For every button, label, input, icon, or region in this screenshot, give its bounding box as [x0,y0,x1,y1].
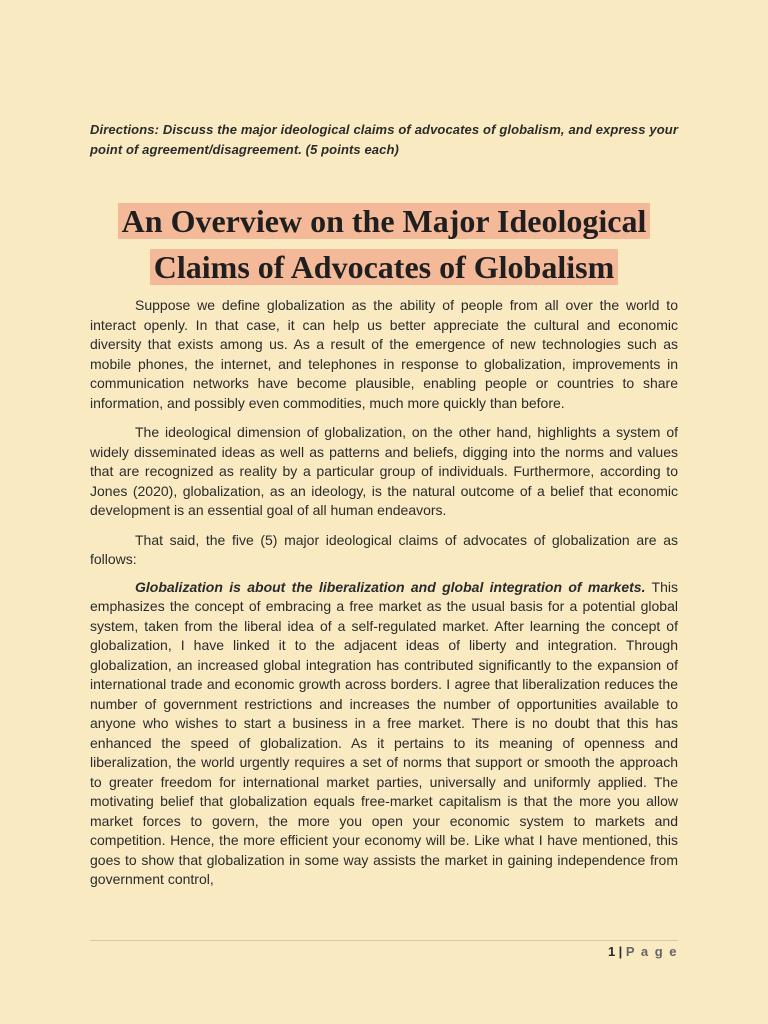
paragraph-3: That said, the five (5) major ideological claims of advocates of globalization are as follows: [90,531,678,567]
claim-1-paragraph [90,578,678,890]
body-text [90,296,678,900]
page-title [80,198,688,290]
directions-text: Directions: Discuss the major ideological claims of advocates of globalism, and express your point of agreement/disagreement. (5 points each) [90,122,678,157]
paragraph-2: The ideological dimension of globalization, on the other hand, highlights a system of widely disseminated ideas as well as patterns and beliefs, digging into the norms and values that are recognized as reality by a particular group of individuals. Furthermore, according to Jones (2020), globalization, as an ideology, is the natural outcome of a belief that economic development is an essential goal of all human endeavors. [90,424,678,518]
page-label: P a g e [625,944,678,959]
claim-1-heading: Globalization is about the liberalization and global integration of markets. [135,578,646,595]
paragraph-1: Suppose we define globalization as the ability of people from all over the world to interact openly. In that case, it can help us better appreciate the cultural and economic diversity that exists among us. As a result of the emergence of new technologies such as mobile phones, the internet, and telephones in response to globalization, improvements in communication networks have become plausible, enabling people or countries to share information, and possibly even commodities, much more quickly than before. [90,297,678,411]
page-footer [90,944,678,959]
claim-1-body: This emphasizes the concept of embracing a free market as the usual basis for a potential global system, taken from the liberal idea of a self-regulated market. After learning the concept of globalization, I have linked it to the adjacent ideas of liberty and integration. Through globalization, an increased global integration has contributed significantly to the expansion of international trade and economic growth across borders. I agree that liberalization reduces the number of government restrictions and increases the number of opportunities available to anyone who wishes to start a business in a free market. There is no doubt that this has enhanced the speed of globalization. As it pertains to its meaning of openness and liberalization, the world urgently requires a set of norms that support or smooth the approach to greater freedom for international market parties, universally and uniformly applied. The motivating belief that globalization equals free-market capitalism is that the more you allow market forces to govern, the more you open your economic system to markets and competition. Hence, the more efficient your economy will be. Like what I have mentioned, this goes to show that globalization in some way assists the market in gaining independence from government control, [90,578,678,887]
title-line-1: An Overview on the Major Ideological [118,203,651,239]
footer-divider [90,940,678,941]
title-line-2: Claims of Advocates of Globalism [150,249,618,285]
footer-separator: | [618,944,624,959]
page-number: 1 [607,944,617,959]
